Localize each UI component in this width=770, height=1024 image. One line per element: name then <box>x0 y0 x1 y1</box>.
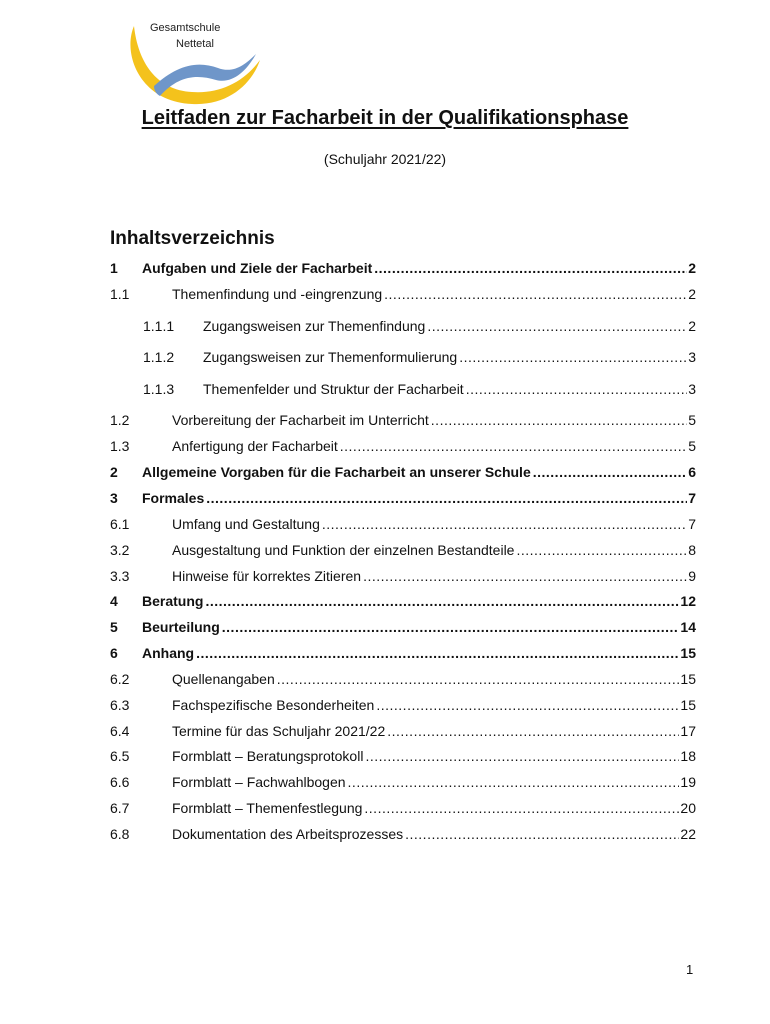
toc-entry-title: Formblatt – Beratungsprotokoll <box>172 748 364 764</box>
toc-entry-number: 3 <box>110 490 118 506</box>
toc-entry-page: 2 <box>688 260 696 276</box>
toc-dot-leader <box>322 514 687 534</box>
toc-entry-number: 3.3 <box>110 568 130 584</box>
toc-entry-title: Themenfindung und -eingrenzung <box>172 286 383 302</box>
toc-entry-number: 1.3 <box>110 438 130 454</box>
toc-dot-leader <box>459 347 687 367</box>
toc-entry-page: 9 <box>688 568 696 584</box>
logo-text-line1: Gesamtschule <box>150 22 221 34</box>
toc-entry-page: 18 <box>680 748 696 764</box>
document-title: Leitfaden zur Facharbeit in der Qualifikationsphase <box>141 107 629 129</box>
toc-heading: Inhaltsverzeichnis <box>110 228 275 249</box>
toc-entry-number: 1.1.1 <box>143 318 175 334</box>
toc-entry[interactable] <box>110 798 696 818</box>
toc-entry[interactable] <box>110 669 696 689</box>
toc-entry-page: 8 <box>688 542 696 558</box>
toc-entry-line <box>203 347 696 367</box>
toc-entry[interactable] <box>110 824 696 844</box>
toc-entry-line <box>142 488 696 508</box>
toc-entry-page: 22 <box>680 826 696 842</box>
toc-entry-page: 7 <box>688 490 696 506</box>
toc-entry-page: 15 <box>680 671 696 687</box>
toc-entry[interactable] <box>110 379 696 399</box>
toc-entry-line <box>142 258 696 278</box>
toc-entry[interactable] <box>110 410 696 430</box>
toc-dot-leader <box>222 617 680 637</box>
toc-entry-page: 7 <box>688 516 696 532</box>
toc-entry-page: 5 <box>688 438 696 454</box>
toc-entry[interactable] <box>110 462 696 482</box>
toc-entry-title: Hinweise für korrektes Zitieren <box>172 568 362 584</box>
toc-entry-number: 4 <box>110 593 118 609</box>
toc-entry-line <box>172 695 696 715</box>
toc-dot-leader <box>427 316 687 336</box>
toc-entry-title: Vorbereitung der Facharbeit im Unterricht <box>172 412 429 428</box>
toc-entry-title: Zugangsweisen zur Themenformulierung <box>203 349 458 365</box>
toc-dot-leader <box>387 721 679 741</box>
toc-dot-leader <box>374 258 687 278</box>
toc-entry-title: Anfertigung der Facharbeit <box>172 438 338 454</box>
toc-entry-number: 6.4 <box>110 723 130 739</box>
toc-dot-leader <box>348 772 680 792</box>
toc-entry-title: Formales <box>142 490 205 506</box>
toc-entry[interactable] <box>110 316 696 336</box>
toc-entry-number: 6.5 <box>110 748 130 764</box>
toc-entry-page: 3 <box>688 381 696 397</box>
toc-entry[interactable] <box>110 566 696 586</box>
toc-dot-leader <box>384 284 687 304</box>
toc-entry-page: 2 <box>688 286 696 302</box>
toc-entry[interactable] <box>110 772 696 792</box>
toc-entry-title: Umfang und Gestaltung <box>172 516 320 532</box>
toc-entry-number: 3.2 <box>110 542 130 558</box>
toc-dot-leader <box>466 379 688 399</box>
toc-entry-page: 2 <box>688 318 696 334</box>
toc-entry-page: 12 <box>680 593 696 609</box>
toc-dot-leader <box>364 798 679 818</box>
toc-entry-number: 5 <box>110 619 118 635</box>
page-number: 1 <box>686 962 694 977</box>
toc-entry-title: Anhang <box>142 645 195 661</box>
toc-dot-leader <box>516 540 687 560</box>
toc-entry[interactable] <box>110 721 696 741</box>
toc-entry-title: Zugangsweisen zur Themenfindung <box>203 318 426 334</box>
document-subtitle: (Schuljahr 2021/22) <box>323 151 447 167</box>
toc-entry-line <box>142 462 696 482</box>
toc-entry-page: 15 <box>680 645 696 661</box>
toc-entry-number: 2 <box>110 464 118 480</box>
toc-entry-line <box>142 643 696 663</box>
toc-entry-line <box>142 617 696 637</box>
toc-entry-title: Themenfelder und Struktur der Facharbeit <box>203 381 464 397</box>
toc-entry-line <box>172 669 696 689</box>
toc-entry[interactable] <box>110 258 696 278</box>
toc-entry[interactable] <box>110 488 696 508</box>
toc-entry-number: 1.2 <box>110 412 130 428</box>
toc-entry-line <box>203 316 696 336</box>
toc-entry[interactable] <box>110 540 696 560</box>
toc-entry-line <box>172 798 696 818</box>
toc-entry-page: 17 <box>680 723 696 739</box>
toc-entry-page: 19 <box>680 774 696 790</box>
toc-entry-number: 6.7 <box>110 800 130 816</box>
toc-entry-line <box>172 436 696 456</box>
toc-entry[interactable] <box>110 695 696 715</box>
toc-entry-page: 15 <box>680 697 696 713</box>
toc-entry[interactable] <box>110 617 696 637</box>
toc-entry-title: Ausgestaltung und Funktion der einzelnen Bestandteile <box>172 542 515 558</box>
toc-entry-number: 6.8 <box>110 826 130 842</box>
toc-entry-title: Beurteilung <box>142 619 220 635</box>
toc-entry-line <box>172 566 696 586</box>
toc-dot-leader <box>206 488 687 508</box>
toc-entry[interactable] <box>110 591 696 611</box>
toc-entry-line <box>142 591 696 611</box>
toc-entry-number: 1.1.2 <box>143 349 175 365</box>
toc-entry[interactable] <box>110 436 696 456</box>
toc-dot-leader <box>533 462 687 482</box>
toc-entry-title: Formblatt – Themenfestlegung <box>172 800 363 816</box>
toc-entry-number: 6.2 <box>110 671 130 687</box>
toc-dot-leader <box>277 669 680 689</box>
toc-entry-page: 14 <box>680 619 696 635</box>
toc-entry-number: 1.1 <box>110 286 130 302</box>
toc-entry-line <box>172 824 696 844</box>
toc-entry-line <box>172 540 696 560</box>
logo-text-line2: Nettetal <box>176 38 214 50</box>
toc-entry[interactable] <box>110 284 696 304</box>
toc-dot-leader <box>405 824 679 844</box>
toc-dot-leader <box>340 436 687 456</box>
toc-entry-title: Aufgaben und Ziele der Facharbeit <box>142 260 373 276</box>
toc-dot-leader <box>431 410 687 430</box>
toc-entry-title: Allgemeine Vorgaben für die Facharbeit an unserer Schule <box>142 464 531 480</box>
toc-entry-title: Quellenangaben <box>172 671 275 687</box>
toc-entry[interactable] <box>110 643 696 663</box>
toc-entry[interactable] <box>110 514 696 534</box>
toc-dot-leader <box>196 643 679 663</box>
toc-entry-title: Formblatt – Fachwahlbogen <box>172 774 346 790</box>
toc-entry-title: Beratung <box>142 593 204 609</box>
toc-dot-leader <box>376 695 679 715</box>
toc-entry-number: 6.3 <box>110 697 130 713</box>
toc-dot-leader <box>365 746 679 766</box>
toc-entry-line <box>172 284 696 304</box>
toc-entry-number: 1.1.3 <box>143 381 175 397</box>
toc-entry-line <box>172 410 696 430</box>
toc-entry-title: Termine für das Schuljahr 2021/22 <box>172 723 386 739</box>
toc-entry-line <box>172 514 696 534</box>
toc-entry-line <box>172 746 696 766</box>
toc-entry-title: Dokumentation des Arbeitsprozesses <box>172 826 404 842</box>
toc-entry-number: 1 <box>110 260 118 276</box>
toc-entry-page: 3 <box>688 349 696 365</box>
toc-entry-page: 5 <box>688 412 696 428</box>
toc-entry-line <box>203 379 696 399</box>
toc-entry-title: Fachspezifische Besonderheiten <box>172 697 375 713</box>
toc-entry[interactable] <box>110 746 696 766</box>
toc-entry-number: 6 <box>110 645 118 661</box>
toc-entry-page: 6 <box>688 464 696 480</box>
toc-entry-number: 6.6 <box>110 774 130 790</box>
toc-entry-line <box>172 721 696 741</box>
toc-entry-page: 20 <box>680 800 696 816</box>
toc-dot-leader <box>363 566 687 586</box>
toc-entry[interactable] <box>110 347 696 367</box>
toc-entry-number: 6.1 <box>110 516 130 532</box>
toc-entry-line <box>172 772 696 792</box>
toc-dot-leader <box>205 591 679 611</box>
